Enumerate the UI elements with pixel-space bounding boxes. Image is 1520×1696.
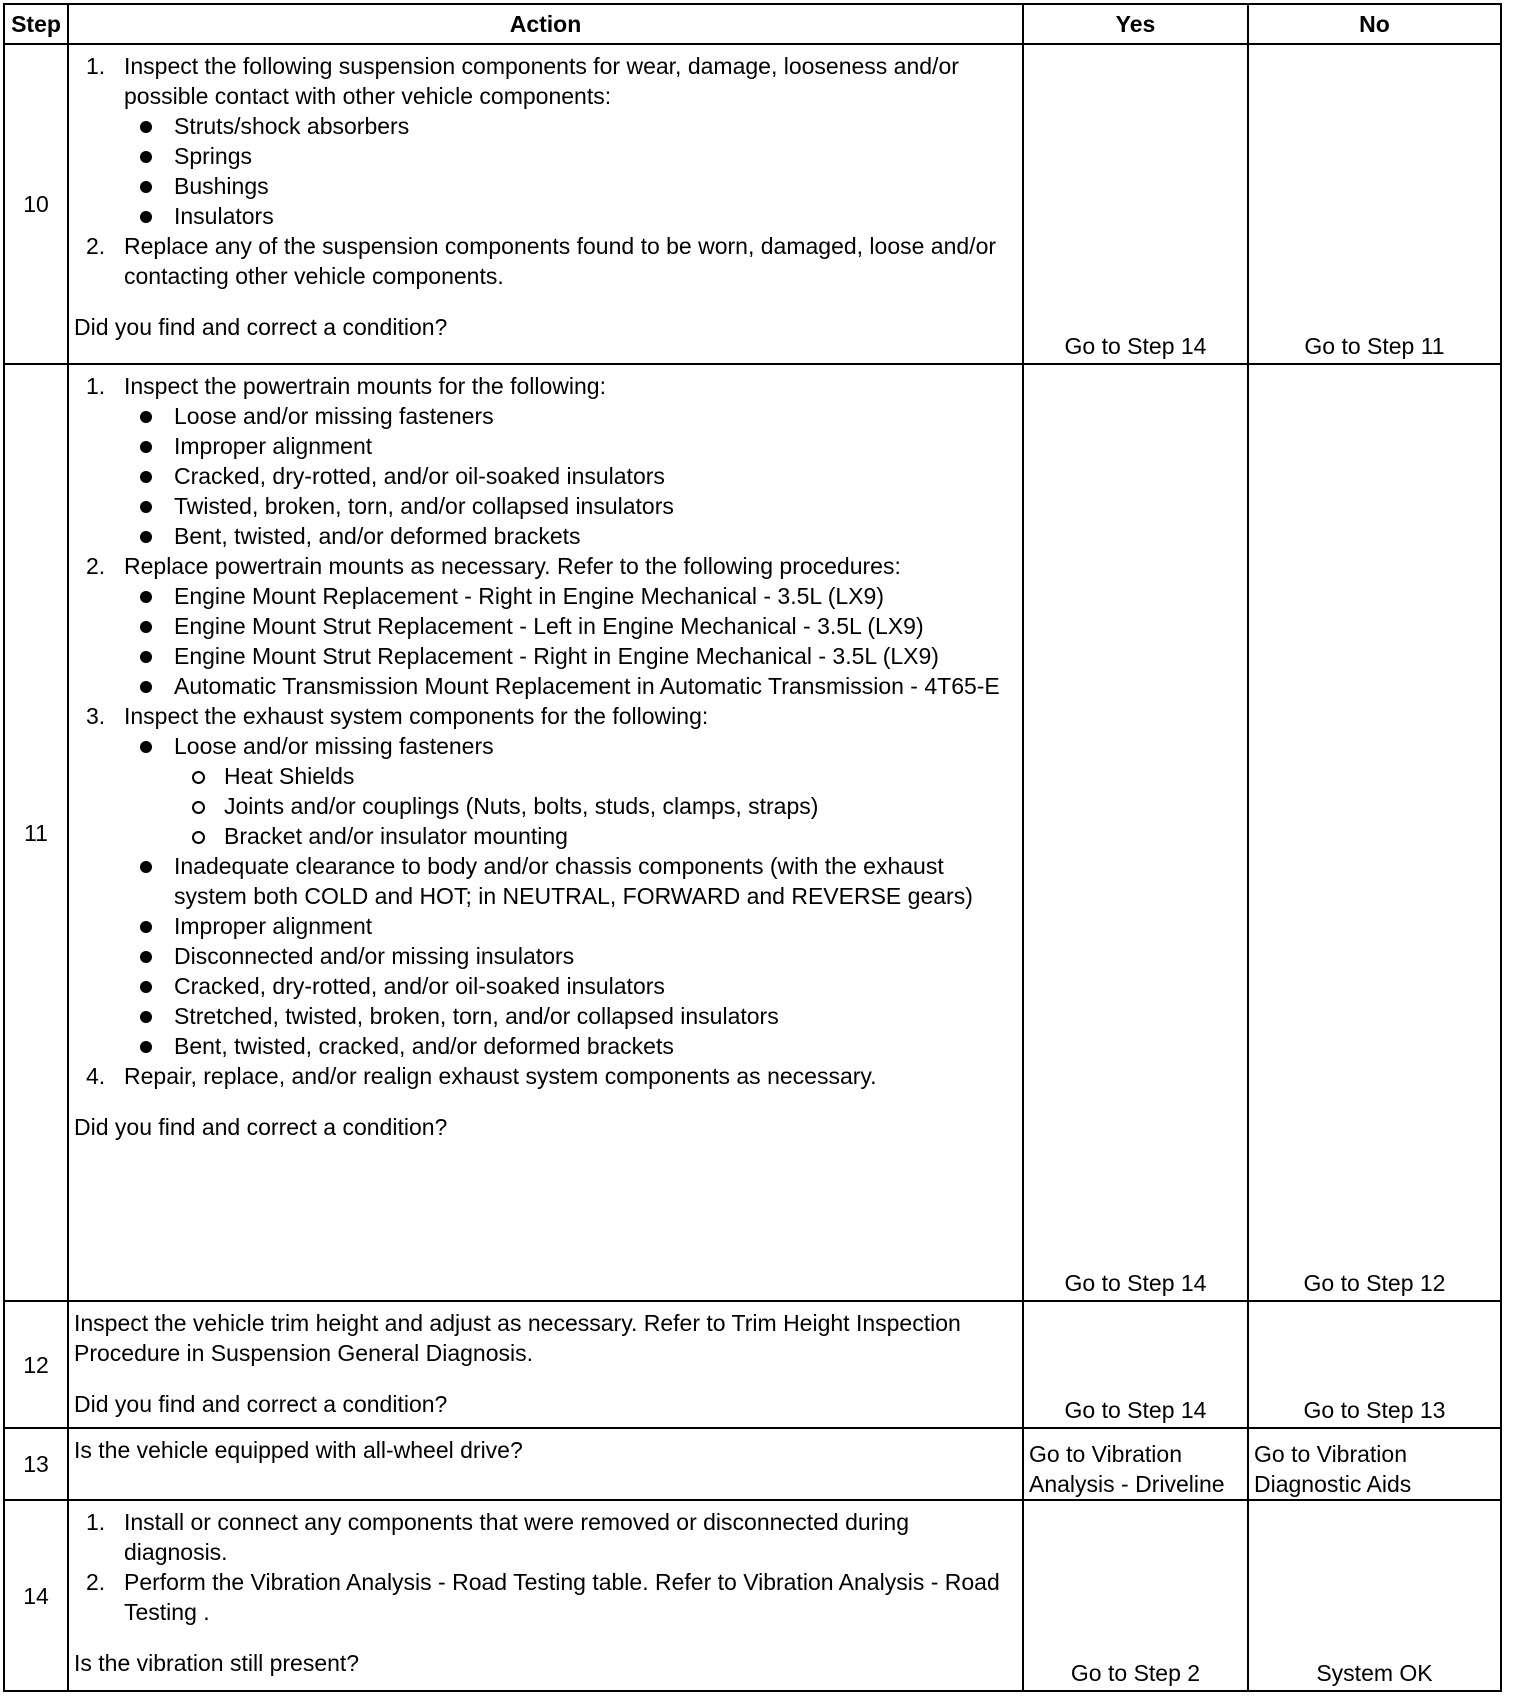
bullet-text: Improper alignment [174, 913, 373, 939]
no-result: Go to Step 11 [1248, 44, 1501, 364]
bullet-text: Bent, twisted, cracked, and/or deformed brackets [174, 1033, 674, 1059]
action-cell [68, 1428, 1023, 1500]
yes-result: Go to Step 14 [1023, 1301, 1248, 1428]
bullet-item [74, 521, 1017, 551]
bullet-item [74, 171, 1017, 201]
no-result: Go to Step 13 [1248, 1301, 1501, 1428]
instruction-number: 1. [86, 53, 106, 79]
instruction-number: 3. [86, 703, 106, 729]
step-number: 14 [4, 1500, 68, 1691]
instruction-number: 4. [86, 1063, 106, 1089]
header-row [4, 4, 1501, 44]
instruction-text: Inspect the powertrain mounts for the following: [124, 373, 606, 399]
yes-result: Go to Step 2 [1023, 1500, 1248, 1691]
instruction-number: 2. [86, 233, 106, 259]
bullet-circle-icon [192, 831, 205, 844]
bullet-dot-icon [140, 741, 152, 753]
action-cell [68, 1301, 1023, 1428]
bullet-item [74, 491, 1017, 521]
yes-result: Go to Step 14 [1023, 44, 1248, 364]
yes-result: Go to Vibration Analysis - Driveline [1023, 1428, 1248, 1500]
step-question: Did you find and correct a condition? [74, 1114, 448, 1140]
bullet-dot-icon [140, 181, 152, 193]
bullet-text: Stretched, twisted, broken, torn, and/or collapsed insulators [174, 1003, 779, 1029]
spacer [74, 1627, 1017, 1648]
step-number: 11 [4, 364, 68, 1301]
bullet-dot-icon [140, 981, 152, 993]
bullet-dot-icon [140, 411, 152, 423]
instruction-text: Inspect the exhaust system components for the following: [124, 703, 709, 729]
bullet-text: Springs [174, 143, 252, 169]
no-result: Go to Vibration Diagnostic Aids [1248, 1428, 1501, 1500]
instruction-text: Install or connect any components that were removed or disconnected during diagnosis. [124, 1509, 909, 1565]
bullet-dot-icon [140, 681, 152, 693]
bullet-item [74, 1001, 1017, 1031]
step-question: Is the vibration still present? [74, 1650, 360, 1676]
header-yes: Yes [1023, 4, 1248, 44]
bullet-dot-icon [140, 151, 152, 163]
instruction-paragraph: Inspect the vehicle trim height and adjust as necessary. Refer to Trim Height Inspection Procedure in Suspension General Diagnosis. [74, 1310, 961, 1366]
bullet-dot-icon [140, 1041, 152, 1053]
bullet-item [74, 641, 1017, 671]
instruction-number: 2. [86, 1569, 106, 1595]
numbered-instruction [74, 1567, 1017, 1627]
numbered-instruction [74, 551, 1017, 581]
bullet-item [74, 401, 1017, 431]
sub-bullet-text: Bracket and/or insulator mounting [224, 823, 568, 849]
bullet-item [74, 431, 1017, 461]
bullet-item [74, 1031, 1017, 1061]
bullet-item [74, 141, 1017, 171]
instruction-paragraph: Is the vehicle equipped with all-wheel drive? [74, 1437, 523, 1463]
action-cell [68, 44, 1023, 364]
step-number: 13 [4, 1428, 68, 1500]
bullet-item [74, 941, 1017, 971]
sub-bullet-text: Heat Shields [224, 763, 355, 789]
bullet-dot-icon [140, 501, 152, 513]
bullet-dot-icon [140, 211, 152, 223]
bullet-dot-icon [140, 531, 152, 543]
yes-result: Go to Step 14 [1023, 364, 1248, 1301]
bullet-dot-icon [140, 651, 152, 663]
instruction-number: 2. [86, 553, 106, 579]
bullet-item [74, 201, 1017, 231]
table-row-step-14 [4, 1500, 1501, 1691]
bullet-text: Bent, twisted, and/or deformed brackets [174, 523, 581, 549]
sub-bullet-item [74, 761, 1017, 791]
bullet-text: Cracked, dry-rotted, and/or oil-soaked insulators [174, 973, 665, 999]
bullet-circle-icon [192, 771, 205, 784]
bullet-dot-icon [140, 951, 152, 963]
instruction-text: Inspect the following suspension components for wear, damage, looseness and/or possible contact with other vehicle components: [124, 53, 959, 109]
bullet-item [74, 911, 1017, 941]
bullet-text: Improper alignment [174, 433, 373, 459]
bullet-text: Struts/shock absorbers [174, 113, 410, 139]
no-result: Go to Step 12 [1248, 364, 1501, 1301]
bullet-text: Inadequate clearance to body and/or chassis components (with the exhaust system both COLD and HOT; in NEUTRAL, FORWARD and REVERSE gears) [174, 853, 973, 909]
action-cell [68, 364, 1023, 1301]
bullet-dot-icon [140, 121, 152, 133]
header-action: Action [68, 4, 1023, 44]
bullet-dot-icon [140, 441, 152, 453]
bullet-text: Engine Mount Strut Replacement - Right in Engine Mechanical - 3.5L (LX9) [174, 643, 939, 669]
numbered-instruction [74, 231, 1017, 291]
bullet-text: Disconnected and/or missing insulators [174, 943, 575, 969]
bullet-dot-icon [140, 621, 152, 633]
sub-bullet-item [74, 791, 1017, 821]
action-cell [68, 1500, 1023, 1691]
header-step: Step [4, 4, 68, 44]
instruction-number: 1. [86, 373, 106, 399]
numbered-instruction [74, 1061, 1017, 1091]
table-row-step-10 [4, 44, 1501, 364]
instruction-text: Replace powertrain mounts as necessary. Refer to the following procedures: [124, 553, 901, 579]
no-result: System OK [1248, 1500, 1501, 1691]
bullet-item [74, 671, 1017, 701]
numbered-instruction [74, 371, 1017, 401]
bullet-text: Loose and/or missing fasteners [174, 733, 494, 759]
step-question: Did you find and correct a condition? [74, 1391, 448, 1417]
instruction-text: Repair, replace, and/or realign exhaust system components as necessary. [124, 1063, 877, 1089]
bullet-text: Twisted, broken, torn, and/or collapsed insulators [174, 493, 674, 519]
numbered-instruction [74, 701, 1017, 731]
spacer [74, 1091, 1017, 1112]
sub-bullet-text: Joints and/or couplings (Nuts, bolts, studs, clamps, straps) [224, 793, 819, 819]
bullet-text: Engine Mount Strut Replacement - Left in Engine Mechanical - 3.5L (LX9) [174, 613, 924, 639]
table-row-step-11 [4, 364, 1501, 1301]
header-no: No [1248, 4, 1501, 44]
step-number: 10 [4, 44, 68, 364]
bullet-text: Engine Mount Replacement - Right in Engine Mechanical - 3.5L (LX9) [174, 583, 884, 609]
instruction-text: Perform the Vibration Analysis - Road Testing table. Refer to Vibration Analysis - Road Testing . [124, 1569, 1000, 1625]
table-row-step-13 [4, 1428, 1501, 1500]
bullet-text: Bushings [174, 173, 269, 199]
step-number: 12 [4, 1301, 68, 1428]
spacer [74, 1368, 1017, 1389]
bullet-dot-icon [140, 471, 152, 483]
bullet-text: Automatic Transmission Mount Replacement in Automatic Transmission - 4T65-E [174, 673, 1000, 699]
numbered-instruction [74, 1507, 1017, 1567]
numbered-instruction [74, 51, 1017, 111]
bullet-item [74, 611, 1017, 641]
bullet-text: Cracked, dry-rotted, and/or oil-soaked insulators [174, 463, 665, 489]
instruction-text: Replace any of the suspension components found to be worn, damaged, loose and/or contacting other vehicle components. [124, 233, 997, 289]
bullet-text: Insulators [174, 203, 274, 229]
bullet-item [74, 851, 1017, 911]
bullet-circle-icon [192, 801, 205, 814]
diagnostic-table [3, 3, 1502, 1692]
spacer [74, 291, 1017, 312]
bullet-item [74, 581, 1017, 611]
bullet-dot-icon [140, 861, 152, 873]
bullet-item [74, 971, 1017, 1001]
bullet-item [74, 461, 1017, 491]
step-question: Did you find and correct a condition? [74, 314, 448, 340]
bullet-text: Loose and/or missing fasteners [174, 403, 494, 429]
bullet-dot-icon [140, 591, 152, 603]
bullet-dot-icon [140, 921, 152, 933]
bullet-dot-icon [140, 1011, 152, 1023]
bullet-item [74, 111, 1017, 141]
instruction-number: 1. [86, 1509, 106, 1535]
sub-bullet-item [74, 821, 1017, 851]
bullet-item [74, 731, 1017, 761]
table-row-step-12 [4, 1301, 1501, 1428]
